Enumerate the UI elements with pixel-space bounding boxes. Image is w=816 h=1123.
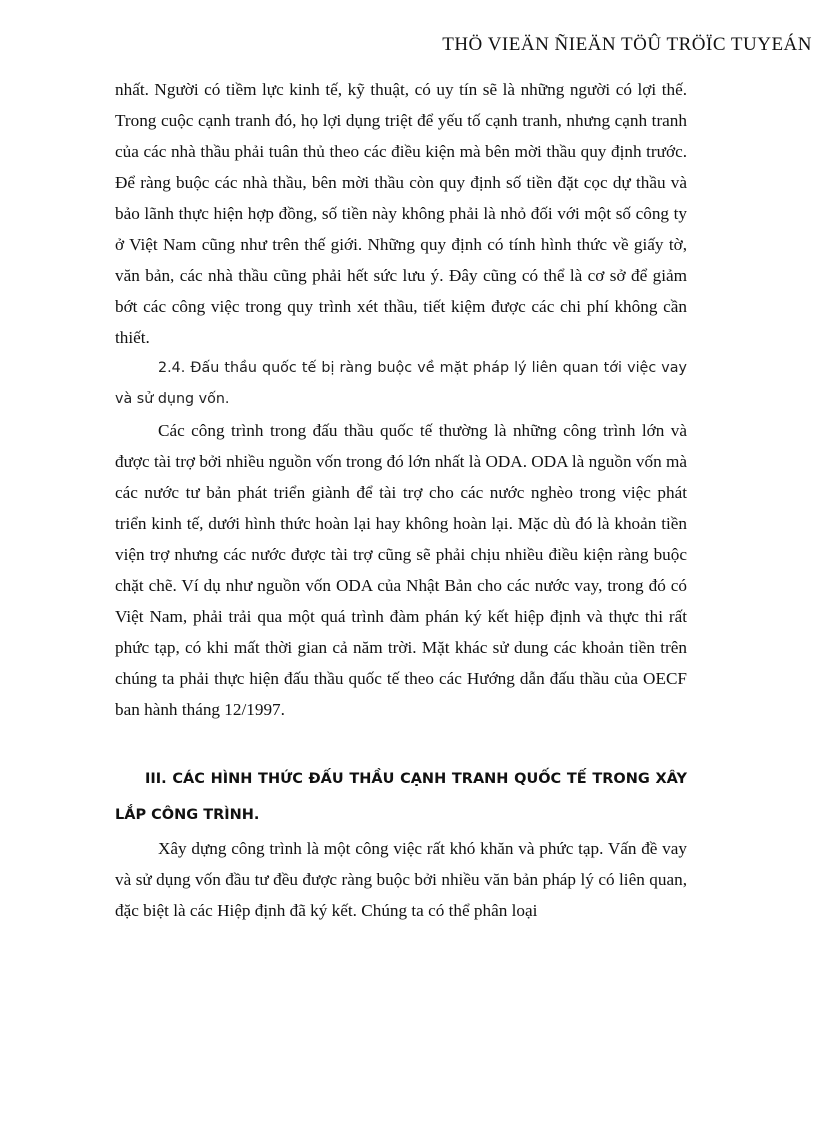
document-body bbox=[115, 74, 687, 926]
section-title: III. CÁC HÌNH THỨC ĐẤU THẦU CẠNH TRANH QUỐC TẾ TRONG XÂY LẮP CÔNG TRÌNH. bbox=[115, 771, 687, 823]
paragraph-3: Xây dựng công trình là một công việc rất khó khăn và phức tạp. Vấn đề vay và sử dụng vốn đầu tư đều được ràng buộc bởi nhiều văn bản pháp lý có liên quan, đặc biệt là các Hiệp định đã ký kết. Chúng ta có thể phân loại bbox=[115, 839, 687, 920]
paragraph-2: Các công trình trong đấu thầu quốc tế thường là những công trình lớn và được tài trợ bởi nhiều nguồn vốn trong đó lớn nhất là ODA. ODA là nguồn vốn mà các nước tư bản phát triển giành để tài trợ cho các nước nghèo trong việc phát triển kinh tế, dưới hình thức hoàn lại hay không hoàn lại. Mặc dù đó là khoản tiền viện trợ nhưng các nước được tài trợ cũng sẽ phải chịu nhiều điều kiện ràng buộc chặt chẽ. Ví dụ như nguồn vốn ODA của Nhật Bản cho các nước vay, trong đó có Việt Nam, phải trải qua một quá trình đàm phán ký kết hiệp định và thực thi rất phức tạp, có khi mất thời gian cả năm trời. Mặt khác sử dung các khoản tiền trên chúng ta phải thực hiện đấu thầu quốc tế theo các Hướng dẫn đấu thầu của OECF ban hành tháng 12/1997. bbox=[115, 421, 687, 719]
paragraph-1: nhất. Người có tiềm lực kinh tế, kỹ thuật, có uy tín sẽ là những người có lợi thế. Trong cuộc cạnh tranh đó, họ lợi dụng triệt để yếu tố cạnh tranh, nhưng cạnh tranh của các nhà thầu phải tuân thủ theo các điều kiện mà bên mời thầu quy định trước. Để ràng buộc các nhà thầu, bên mời thầu còn quy định số tiền đặt cọc dự thầu và bảo lãnh thực hiện hợp đồng, số tiền này không phải là nhỏ đối với một số công ty ở Việt Nam cũng như trên thế giới. Những quy định có tính hình thức về giấy tờ, văn bản, các nhà thầu cũng phải hết sức lưu ý. Đây cũng có thể là cơ sở để giảm bớt các công việc trong quy trình xét thầu, tiết kiệm được các chi phí không cần thiết. bbox=[115, 80, 687, 347]
page-header: THÖ VIEÄN ÑIEÄN TÖÛ TRÖÏC TUYEÁN bbox=[442, 34, 812, 55]
subheading-2-4: 2.4. Đấu thầu quốc tế bị ràng buộc về mặt pháp lý liên quan tới việc vay và sử dụng vốn. bbox=[115, 360, 687, 407]
